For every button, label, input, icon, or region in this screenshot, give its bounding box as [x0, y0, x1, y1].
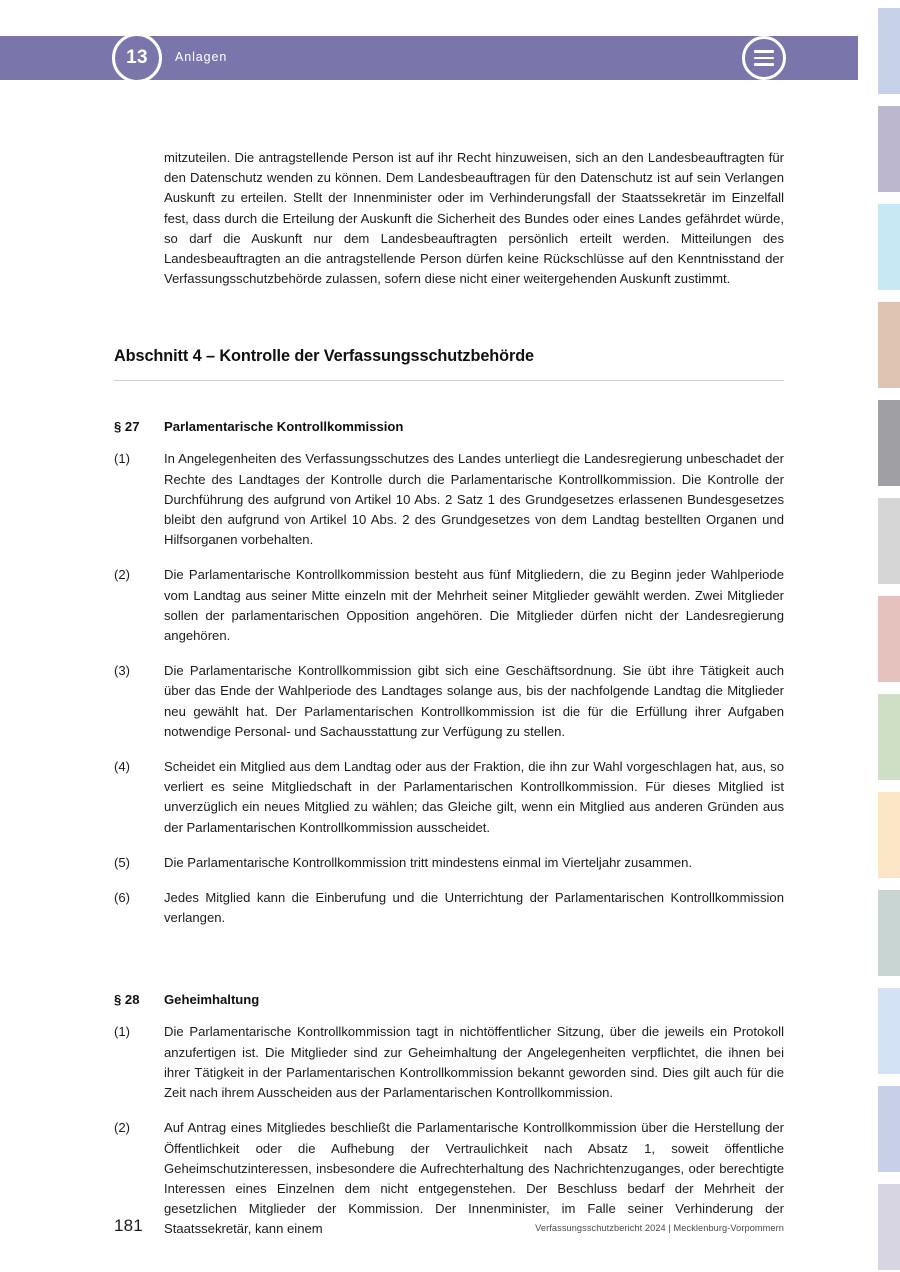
chapter-tab-7[interactable]	[878, 596, 900, 682]
section-divider	[114, 380, 784, 381]
clause-number: (5)	[114, 854, 131, 870]
clause-number: (1)	[114, 451, 131, 467]
chapter-tab-10[interactable]	[878, 890, 900, 976]
clause-number: (2)	[114, 1120, 131, 1136]
clause-text: Die Parlamentarische Kontrollkommission besteht aus fünf Mitgliedern, die zu Beginn jeder Wahlperiode vom Landtag aus seiner Mitte einzeln mit der Mehrheit seiner Mitglieder gewählt werden. Zwei Mitglieder sollen der parlamentarischen Opposition angehören. Die Mitglieder dürfen nicht der Landesregierung angehören.	[164, 567, 784, 644]
clause-text: Die Parlamentarische Kontrollkommission tritt mindestens einmal im Vierteljahr zusammen.	[164, 854, 693, 870]
menu-bar-3	[754, 63, 774, 66]
chapter-tab-11[interactable]	[878, 988, 900, 1074]
menu-bar-2	[754, 57, 774, 60]
page-number: 181	[114, 1216, 143, 1235]
paragraph-title-27: Parlamentarische Kontrollkommission	[164, 419, 404, 435]
clause-text: Scheidet ein Mitglied aus dem Landtag oder aus der Fraktion, die ihn zur Wahl vorgeschlagen hat, aus, so verliert es seine Mitgliedschaft in der Parlamentarischen Kontrollkommission. Für dieses Mitglied ist unverzüglich ein neues Mitglied zu wählen; das Gleiche gilt, wenn ein Mitglied aus anderen Gründen aus der Parlamentarischen Kontrollkommission ausscheidet.	[164, 759, 784, 835]
paragraph-heading-27	[114, 419, 784, 434]
footer-note: Verfassungsschutzbericht 2024 | Mecklenburg-Vorpommern	[535, 1223, 784, 1233]
clause-number: (1)	[114, 1024, 131, 1040]
chapter-tab-13[interactable]	[878, 1184, 900, 1270]
clause-27-3	[114, 661, 784, 742]
clause-28-2	[114, 1118, 784, 1239]
clause-number: (2)	[114, 567, 131, 583]
chapter-tab-2[interactable]	[878, 106, 900, 192]
clause-text: Die Parlamentarische Kontrollkommission tagt in nichtöffentlicher Sitzung, über die jeweils ein Protokoll anzufertigen ist. Die Mitglieder sind zur Geheimhaltung der Angelegenheiten verpflichtet, die ihnen bei ihrer Tätigkeit in der Parlamentarischen Kontrollkommission bekannt geworden sind. Dies gilt auch für die Zeit nach ihrem Ausscheiden aus der Parlamentarischen Kontrollkommission.	[164, 1024, 784, 1101]
section-heading: Abschnitt 4 – Kontrolle der Verfassungsschutzbehörde	[114, 347, 535, 366]
paragraph-heading-28	[114, 992, 784, 1007]
chapter-tab-12[interactable]	[878, 1086, 900, 1172]
clause-27-2	[114, 565, 784, 646]
paragraph-title-28: Geheimhaltung	[164, 992, 260, 1008]
chapter-tab-4[interactable]	[878, 302, 900, 388]
chapter-number-label: 13	[126, 47, 148, 68]
document-content	[114, 148, 784, 1240]
chapter-tab-9[interactable]	[878, 792, 900, 878]
intro-paragraph: mitzuteilen. Die antragstellende Person ist auf ihr Recht hinzuweisen, sich an den Landesbeauftragten für den Datenschutz wenden zu können. Dem Landesbeauftragen für den Datenschutz ist auf sein Verlangen Auskunft zu erteilen. Stellt der Innenminister oder im Verhinderungsfall der Staatssekretär im Einzelfall fest, dass durch die Erteilung der Auskunft die Sicherheit des Bundes oder eines Landes gefährdet würde, so darf die Auskunft nur dem Landesbeauftragten persönlich erteilt werden. Mitteilungen des Landesbeauftragten an die antragstellende Person dürfen keine Rückschlüsse auf den Kenntnisstand der Verfassungsschutzbehörde zulassen, sofern diese nicht einer weitergehenden Auskunft zustimmt.	[164, 150, 784, 287]
chapter-tab-strip	[878, 0, 900, 1272]
clause-number: (3)	[114, 663, 131, 679]
chapter-tab-3[interactable]	[878, 204, 900, 290]
clause-27-6	[114, 888, 784, 928]
clause-number: (6)	[114, 890, 131, 906]
clause-28-1	[114, 1022, 784, 1103]
paragraph-number-27: § 27	[114, 419, 140, 435]
clause-27-1	[114, 449, 784, 550]
paragraph-number-28: § 28	[114, 992, 140, 1008]
clause-text: Jedes Mitglied kann die Einberufung und die Unterrichtung der Parlamentarischen Kontrollkommission verlangen.	[164, 890, 784, 926]
hamburger-menu-icon[interactable]	[742, 36, 786, 80]
clause-text: In Angelegenheiten des Verfassungsschutzes des Landes unterliegt die Landesregierung unbeschadet der Rechte des Landtages der Kontrolle durch die Parlamentarische Kontrollkommission. Die Kontrolle der Durchführung des aufgrund von Artikel 10 Abs. 2 Satz 1 des Grundgesetzes erlassenen Bundesgesetzes bleibt den aufgrund von Artikel 10 Abs. 2 des Grundgesetzes von dem Landtag bestellten Organen und Hilfsorganen vorbehalten.	[164, 451, 784, 548]
chapter-tab-5[interactable]	[878, 400, 900, 486]
clause-27-5	[114, 853, 784, 873]
section-spacer	[114, 928, 784, 954]
clause-27-4	[114, 757, 784, 838]
chapter-tab-6[interactable]	[878, 498, 900, 584]
clause-text: Auf Antrag eines Mitgliedes beschließt die Parlamentarische Kontrollkommission über die Herstellung der Öffentlichkeit oder die Aufhebung der Vertraulichkeit nach Absatz 1, soweit öffentliche Geheimschutzinteressen, insbesondere die Aufrechterhaltung des Nachrichtenzuganges, oder berechtigte Interessen eines Einzelnen dem nicht entgegenstehen. Der Beschluss bedarf der Mehrheit der gesetzlichen Mitglieder der Kommission. Der Innenminister, im Falle seiner Verhinderung der Staatssekretär, kann einem	[164, 1120, 784, 1237]
clause-text: Die Parlamentarische Kontrollkommission gibt sich eine Geschäftsordnung. Sie übt ihre Tätigkeit auch über das Ende der Wahlperiode des Landtages solange aus, bis der nachfolgende Landtag die Mitglieder neu gewählt hat. Der Parlamentarischen Kontrollkommission ist die für die Erfüllung ihrer Aufgaben notwendige Personal- und Sachausstattung zur Verfügung zu stellen.	[164, 663, 784, 739]
chapter-number-badge	[112, 33, 162, 83]
clause-number: (4)	[114, 759, 131, 775]
menu-bar-1	[754, 50, 774, 53]
chapter-title: Anlagen	[175, 50, 228, 64]
chapter-tab-8[interactable]	[878, 694, 900, 780]
chapter-tab-1[interactable]	[878, 8, 900, 94]
